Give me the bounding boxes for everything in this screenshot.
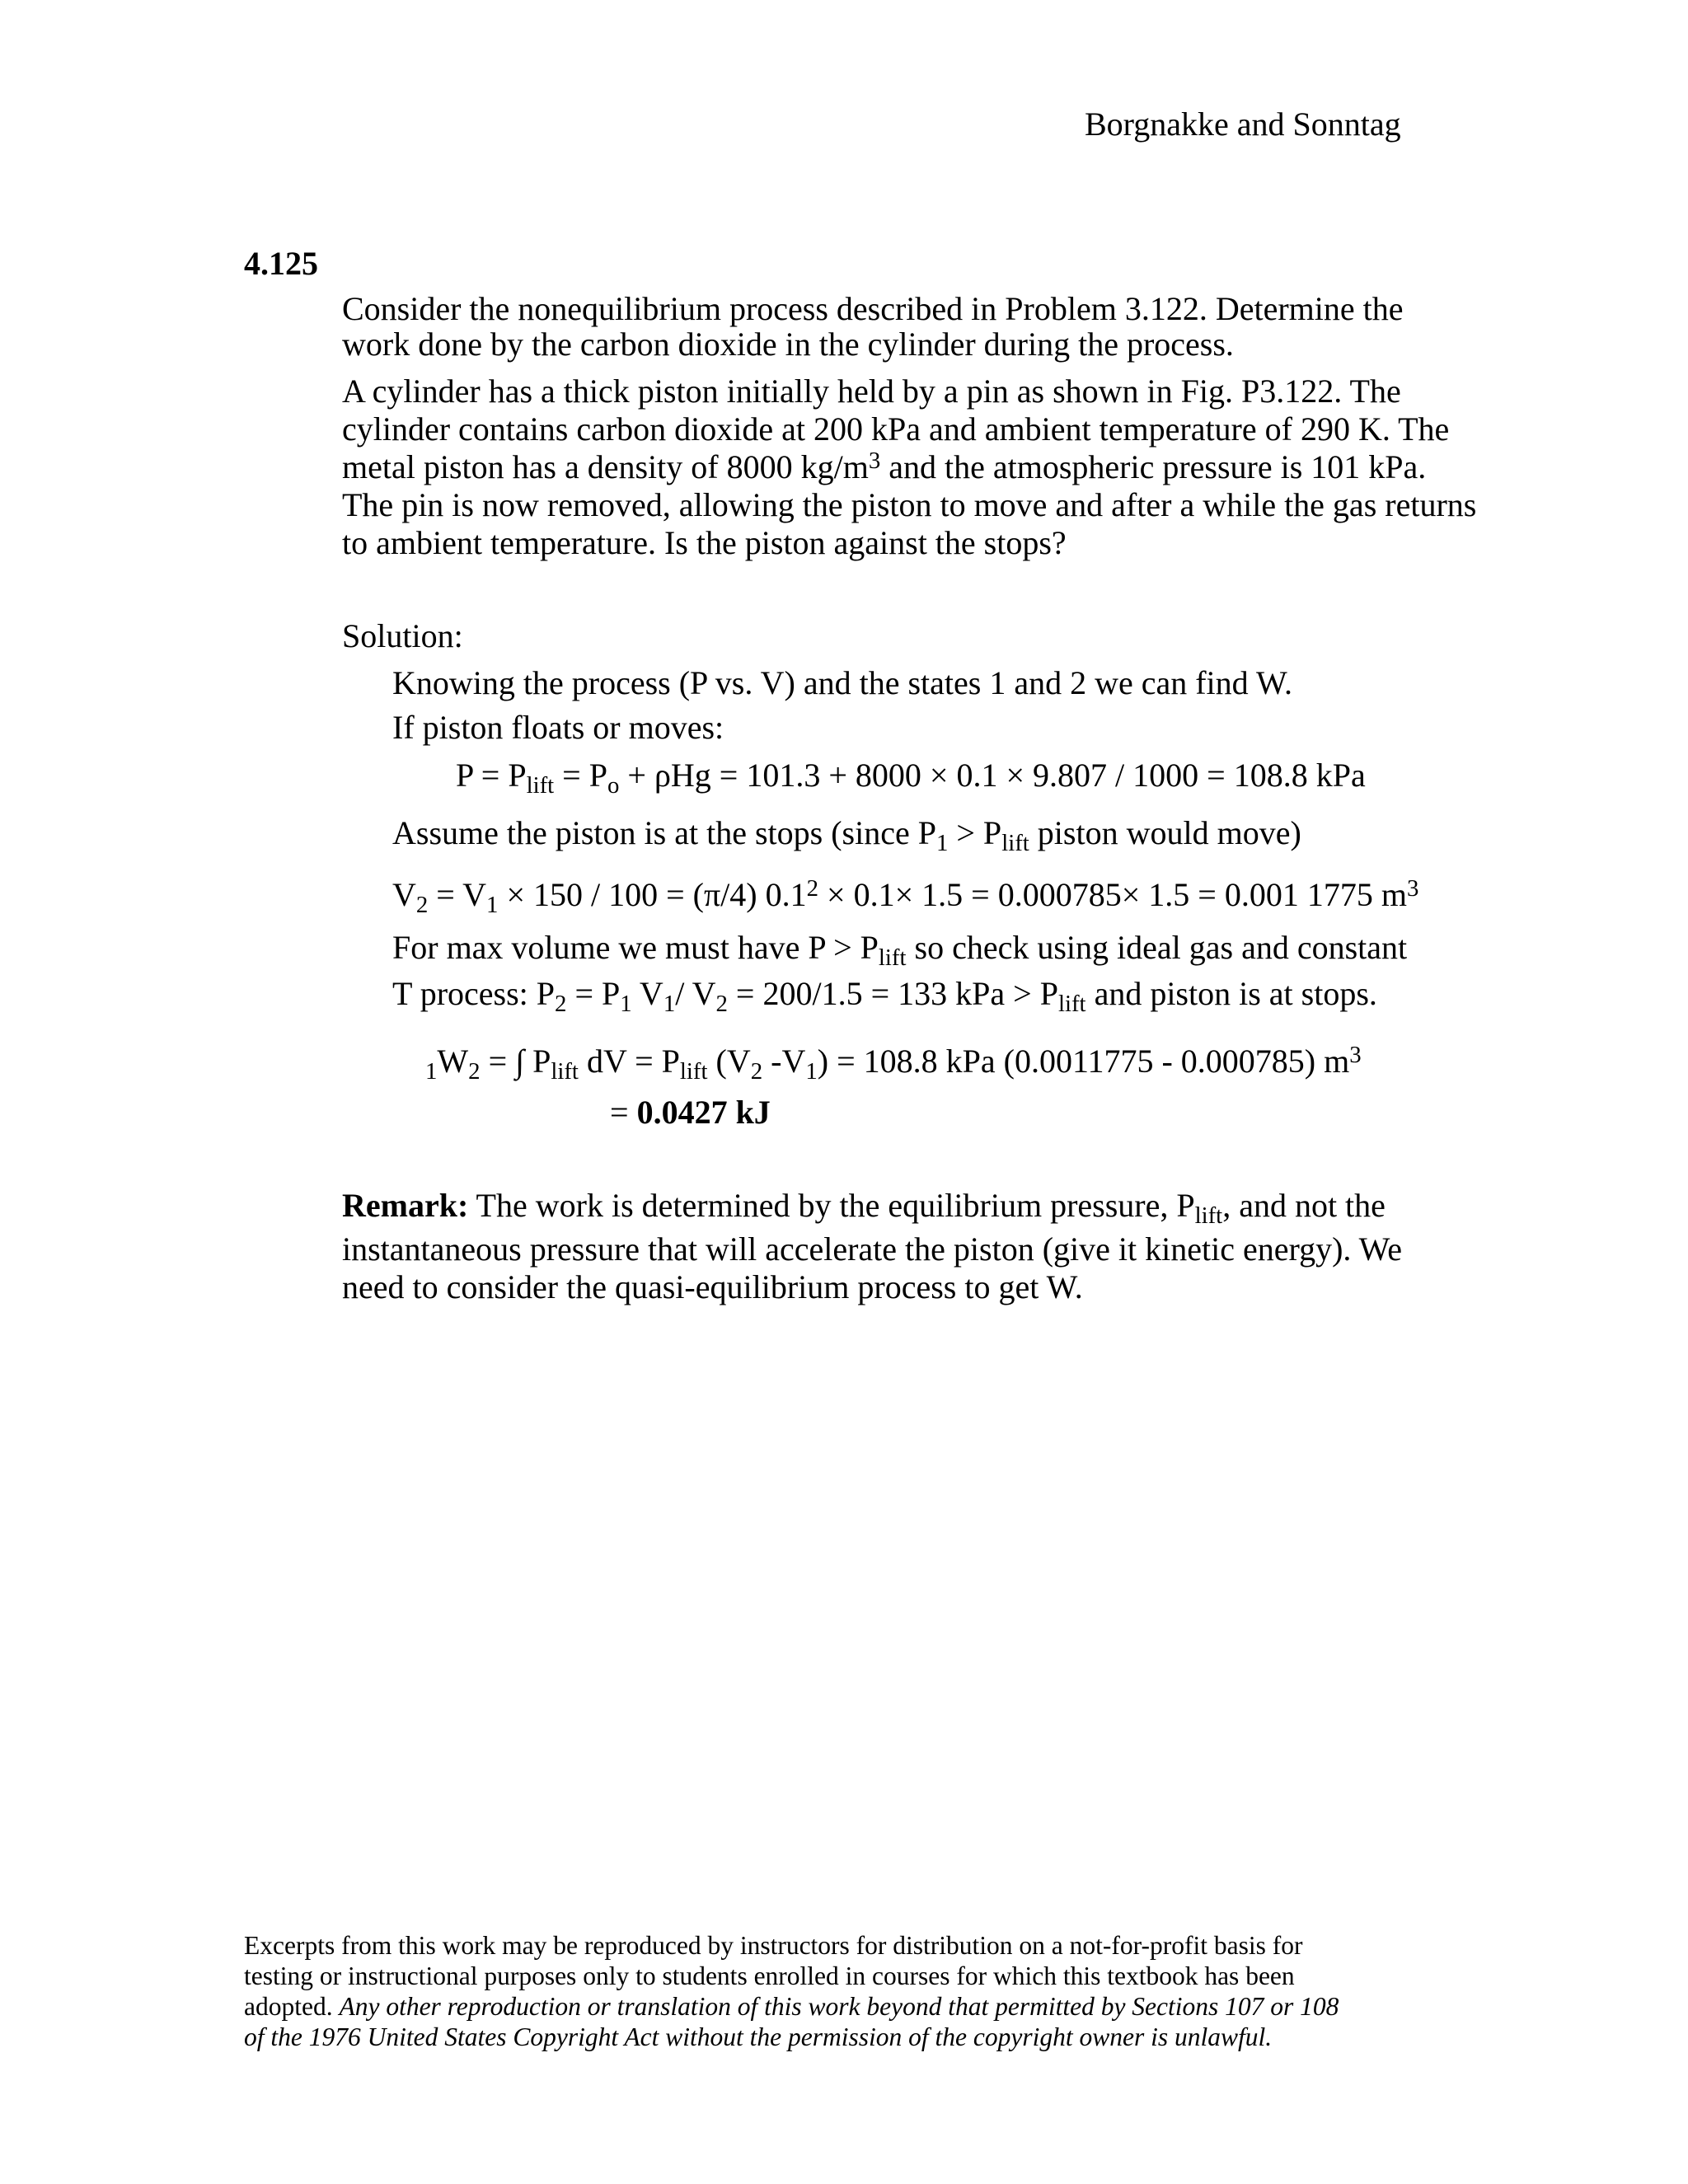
- remark-line-2: instantaneous pressure that will accelerate the piston (give it kinetic energy). We: [342, 1230, 1402, 1268]
- equation-v2: $V_2 = V_1 \times 150 / 100 = (\pi/4) 0.1^2 \times 0.1\times 1.5 = 0.000785\times 1.5 = 0.001$ 1775 $m^3$: [392, 874, 1419, 919]
- remark-line-3: need to consider the quasi-equilibrium process to get W.: [342, 1268, 1083, 1305]
- problem-statement-line-2: work done by the carbon dioxide in the cylinder during the process.: [342, 326, 1234, 363]
- solution-intro-2: If piston floats or moves:: [392, 709, 724, 746]
- footer-line-3: adopted. Any other reproduction or translation of this work beyond that permitted by Sections 107 or 108: [244, 1992, 1339, 2021]
- header-authors: Borgnakke and Sonntag: [1085, 105, 1401, 143]
- problem-description-line-4: The pin is now removed, allowing the piston to move and after a while the gas returns: [342, 486, 1477, 523]
- remark-line-1: Remark: The work is determined by the equilibrium pressure, $P_{lift}$, and not the: [342, 1187, 1386, 1230]
- footer-line-1: Excerpts from this work may be reproduced by instructors for distribution on a not-for-profit basis for: [244, 1931, 1303, 1960]
- work-equation: $_1W_2$ = ∫ $P_{lift}$ dV = $P_{lift}$ ($V_2$ $-V_1) = 108.8$ kPa (0.0011775 - 0.000785) $m^3$: [425, 1041, 1362, 1085]
- footer-line-2: testing or instructional purposes only to students enrolled in courses for which this textbook has been: [244, 1961, 1295, 1990]
- solution-intro-1: Knowing the process (P vs. V) and the states 1 and 2 we can find W.: [392, 664, 1293, 701]
- footer-line-4: of the 1976 United States Copyright Act without the permission of the copyright owner is unlawful.: [244, 2022, 1273, 2051]
- solution-heading: Solution:: [342, 617, 463, 654]
- problem-description-line-3: metal piston has a density of 8000 $kg/m^3$ and the atmospheric pressure is 101 kPa.: [342, 447, 1427, 485]
- assumption-line: Assume the piston is at the stops (since $P_1 > P_{lift}$ piston would move): [392, 814, 1301, 857]
- problem-number: 4.125: [244, 245, 318, 282]
- max-volume-line: For max volume we must have $P > P_{lift}$ so check using ideal gas and constant: [392, 929, 1408, 972]
- problem-description-line-5: to ambient temperature. Is the piston against the stops?: [342, 524, 1067, 561]
- work-result: = 0.0427 kJ: [610, 1094, 771, 1131]
- problem-statement-line-1: Consider the nonequilibrium process described in Problem 3.122. Determine the: [342, 290, 1404, 327]
- problem-description-line-2: cylinder contains carbon dioxide at 200 kPa and ambient temperature of 290 K. The: [342, 410, 1450, 448]
- problem-description-line-1: A cylinder has a thick piston initially held by a pin as shown in Fig. P3.122. The: [342, 373, 1401, 410]
- equation-p-lift: $P = P_{lift} = P_o + \rho Hg = 101.3 + 8000 \times 0.1 \times 9.807 / 1000 = 108.8$ kPa: [456, 757, 1366, 799]
- t-process-line: T process: $P_2 = P_1$ $V_1/$ $V_2 = 200/1.5 = 133$ kPa > $P_{lift}$ and piston is at stops.: [392, 975, 1377, 1018]
